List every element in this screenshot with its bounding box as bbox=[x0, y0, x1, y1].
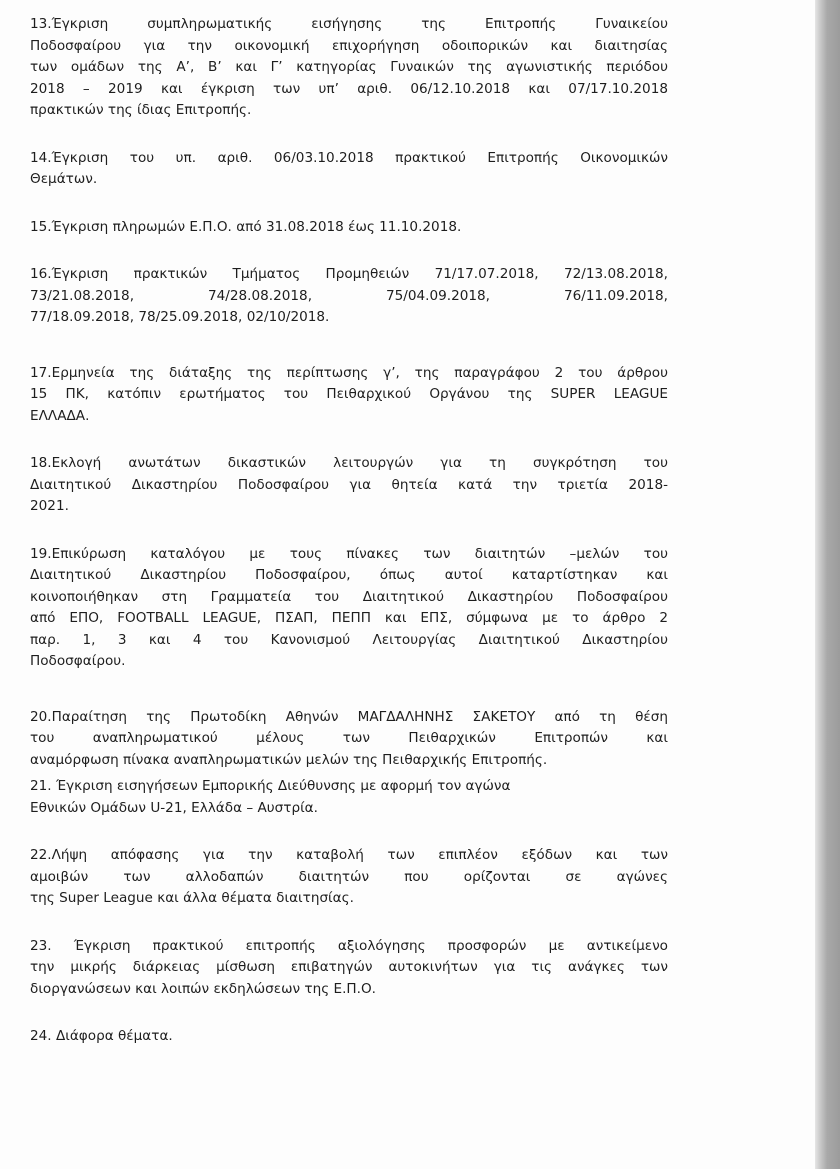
agenda-line: Θεμάτων. bbox=[30, 171, 98, 187]
agenda-item-19 bbox=[30, 544, 668, 673]
agenda-line: 20.Παραίτηση της Πρωτοδίκη Αθηνών ΜΑΓΔΑΛΗΝΗΣ ΣΑΚΕΤΟΥ από τη θέση bbox=[30, 708, 668, 725]
agenda-item-17 bbox=[30, 363, 668, 428]
agenda-line: Διαιτητικού Δικαστηρίου Ποδοσφαίρου για θητεία κατά την τριετία 2018- bbox=[30, 476, 668, 493]
agenda-line: 13.Έγκριση συμπληρωματικής εισήγησης της Επιτροπής Γυναικείου bbox=[30, 16, 668, 32]
agenda-line: κοινοποιήθηκαν στη Γραμματεία του Διαιτητικού Δικαστηρίου Ποδοσφαίρου bbox=[30, 588, 668, 605]
agenda-line: 2021. bbox=[30, 498, 69, 514]
agenda-line: 16.Έγκριση πρακτικών Τμήματος Προμηθειών 71/17.07.2018, 72/13.08.2018, bbox=[30, 266, 668, 282]
agenda-line: 18.Εκλογή ανωτάτων δικαστικών λειτουργών για τη συγκρότηση του bbox=[30, 455, 668, 471]
agenda-line: 2018 – 2019 και έγκριση των υπ’ αριθ. 06/12.10.2018 και 07/17.10.2018 bbox=[30, 80, 668, 97]
agenda-item-22 bbox=[30, 845, 668, 910]
agenda-item-16 bbox=[30, 264, 668, 329]
agenda-line: 14.Έγκριση του υπ. αριθ. 06/03.10.2018 πρακτικού Επιτροπής Οικονομικών bbox=[30, 149, 668, 166]
agenda-line: αμοιβών των αλλοδαπών διαιτητών που ορίζονται σε αγώνες bbox=[30, 868, 668, 885]
agenda-line: από ΕΠΟ, FOOTBALL LEAGUE, ΠΣΑΠ, ΠΕΠΠ και ΕΠΣ, σύμφωνα με το άρθρο 2 bbox=[30, 610, 668, 626]
agenda-item-13 bbox=[30, 14, 668, 122]
agenda-line: 15 ΠΚ, κατόπιν ερωτήματος του Πειθαρχικού Οργάνου της SUPER LEAGUE bbox=[30, 386, 668, 402]
agenda-line: Διαιτητικού Δικαστηρίου Ποδοσφαίρου, όπως αυτοί καταρτίστηκαν και bbox=[30, 567, 668, 583]
agenda-item-21 bbox=[30, 776, 668, 819]
agenda-line: πρακτικών της ίδιας Επιτροπής. bbox=[30, 102, 252, 118]
agenda-line: 77/18.09.2018, 78/25.09.2018, 02/10/2018. bbox=[30, 309, 330, 325]
agenda-line: 22.Λήψη απόφασης για την καταβολή των επιπλέον εξόδων και των bbox=[30, 847, 668, 863]
agenda-line: αναμόρφωση πίνακα αναπληρωματικών μελών της Πειθαρχικής Επιτροπής. bbox=[30, 751, 548, 768]
agenda-item-14 bbox=[30, 148, 668, 191]
agenda-line: ΕΛΛΑΔΑ. bbox=[30, 407, 90, 424]
agenda-item-18 bbox=[30, 453, 668, 518]
agenda-list bbox=[30, 14, 668, 1048]
agenda-line: την μικρής διάρκειας μίσθωση επιβατηγών αυτοκινήτων για τις ανάγκες των bbox=[30, 959, 668, 975]
agenda-line: διοργανώσεων και λοιπών εκδηλώσεων της Ε.Π.Ο. bbox=[30, 980, 376, 997]
page-edge-shadow bbox=[815, 0, 840, 1169]
agenda-line: παρ. 1, 3 και 4 του Κανονισμού Λειτουργίας Διαιτητικού Δικαστηρίου bbox=[30, 631, 668, 648]
agenda-line: 23. Έγκριση πρακτικού επιτροπής αξιολόγησης προσφορών με αντικείμενο bbox=[30, 937, 668, 954]
agenda-line: των ομάδων της Α’, Β’ και Γ’ κατηγορίας Γυναικών της αγωνιστικής περιόδου bbox=[30, 59, 668, 75]
agenda-line: 21. Έγκριση εισηγήσεων Εμπορικής Διεύθυνσης με αφορμή τον αγώνα bbox=[30, 778, 511, 794]
agenda-line: 15.Έγκριση πληρωμών Ε.Π.Ο. από 31.08.2018 έως 11.10.2018. bbox=[30, 218, 462, 235]
agenda-line: της Super League και άλλα θέματα διαιτησίας. bbox=[30, 890, 354, 906]
agenda-line: του αναπληρωματικού μέλους των Πειθαρχικών Επιτροπών και bbox=[30, 730, 668, 746]
agenda-line: 19.Επικύρωση καταλόγου με τους πίνακες των διαιτητών –μελών του bbox=[30, 545, 668, 562]
agenda-line: 73/21.08.2018, 74/28.08.2018, 75/04.09.2018, 76/11.09.2018, bbox=[30, 287, 668, 304]
agenda-line: Ποδοσφαίρου. bbox=[30, 653, 126, 669]
agenda-line: Ποδοσφαίρου για την οικονομική επιχορήγηση οδοιπορικών και διαιτησίας bbox=[30, 37, 668, 54]
agenda-item-24 bbox=[30, 1026, 668, 1048]
agenda-item-23 bbox=[30, 936, 668, 1001]
agenda-item-15 bbox=[30, 217, 668, 239]
agenda-line: Εθνικών Ομάδων U-21, Ελλάδα – Αυστρία. bbox=[30, 799, 318, 816]
agenda-item-20 bbox=[30, 707, 668, 772]
agenda-line: 17.Ερμηνεία της διάταξης της περίπτωσης γ’, της παραγράφου 2 του άρθρου bbox=[30, 364, 668, 381]
agenda-line: 24. Διάφορα θέματα. bbox=[30, 1028, 173, 1044]
